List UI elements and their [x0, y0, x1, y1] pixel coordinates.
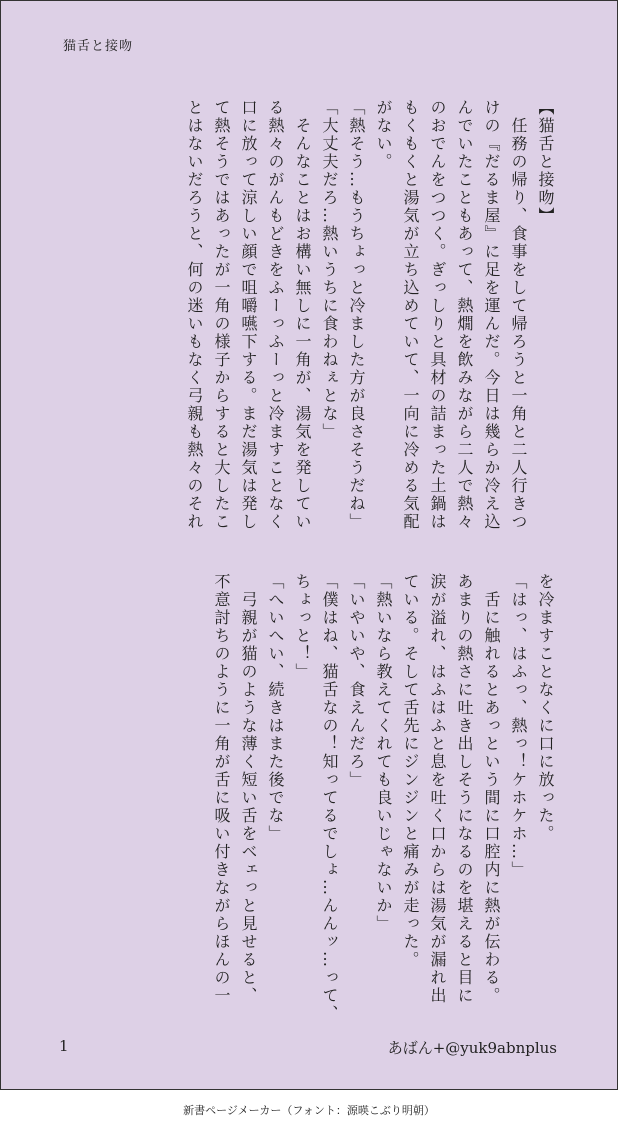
running-header: 猫舌と接吻: [63, 39, 134, 54]
text-line: を冷ますことなくに口に放った。: [536, 573, 555, 843]
text-line: 【猫舌と接吻】: [536, 99, 555, 225]
text-line: けの『だるま屋』に足を運んだ。今日は幾らか冷え込: [482, 99, 501, 531]
text-line: とはないだろうと、何の迷いもなく弓親も熱々のそれ: [185, 99, 204, 531]
generator-footer: 新書ページメーカー（フォント：源暎こぶり明朝）: [183, 1104, 435, 1117]
text-line: 「熱いなら教えてくれても良いじゃないか」: [374, 573, 393, 933]
text-line: 「熱そう…もうちょっと冷ました方が良さそうだね」: [347, 99, 366, 531]
author-credit: あばん+@yuk9abnplus: [387, 1039, 557, 1057]
text-line: 口に放って涼しい顔で咀嚼嚥下する。まだ湯気は発し: [239, 99, 258, 531]
text-line: 任務の帰り、食事をして帰ろうと一角と二人行きつ: [509, 99, 528, 531]
text-line: て熱そうではあったが一角の様子からすると大したこ: [212, 99, 231, 531]
text-line: そんなことはお構い無しに一角が、湯気を発してい: [293, 99, 312, 531]
lower-text-block: [208, 573, 559, 1043]
text-line: 不意討ちのように一角が舌に吸い付きながらほんの一: [212, 573, 231, 1005]
text-line: 「大丈夫だろ…熱いうちに食わねぇとな」: [320, 99, 339, 441]
text-line: あまりの熱さに吐き出しそうになるのを堪えると目に: [455, 573, 474, 1005]
text-line: んでいたこともあって、熱燗を飲みながら二人で熱々: [455, 99, 474, 531]
text-line: 舌に触れるとあっという間に口腔内に熱が伝わる。: [482, 573, 501, 1005]
text-line: 「はっ、はふっ、熱っ！ケホケホ…」: [509, 573, 528, 879]
text-line: る熱々のがんもどきをふーっふーっと冷ますことなく: [266, 99, 285, 531]
text-line: のおでんをつつく。ぎっしりと具材の詰まった土鍋は: [428, 99, 447, 531]
text-line: 涙が溢れ、はふはふと息を吐く口からは湯気が漏れ出: [428, 573, 447, 1005]
upper-text-block: [181, 99, 559, 539]
text-line: ちょっと！」: [293, 573, 312, 681]
text-line: 「僕はね、猫舌なの！知ってるでしょ…んんッ…って、: [320, 573, 339, 1023]
text-line: ている。そして舌先にジンジンと痛みが走った。: [401, 573, 420, 969]
text-line: 「へいへい、続きはまた後でな」: [266, 573, 285, 843]
text-line: もくもくと湯気が立ち込めていて、一向に冷める気配: [401, 99, 420, 531]
text-line: がない。: [374, 99, 393, 171]
text-line: 「いやいや、食えんだろ」: [347, 573, 366, 789]
text-line: 弓親が猫のような薄く短い舌をベェっと見せると、: [239, 573, 258, 1005]
page-number: 1: [59, 1037, 69, 1055]
